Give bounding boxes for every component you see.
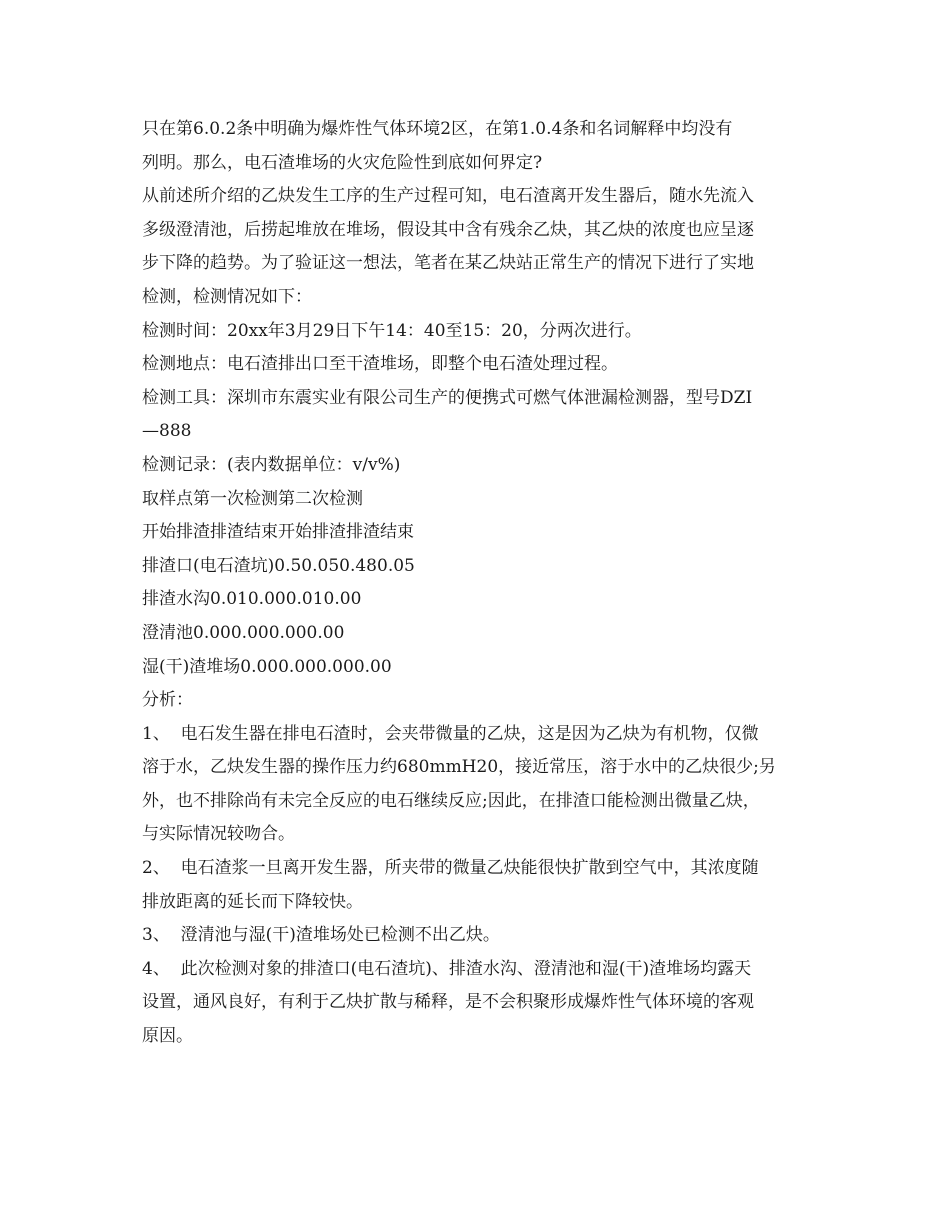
table-row: 澄清池0.000.000.000.00 <box>142 622 345 643</box>
detection-record-heading: 检测记录：(表内数据单位：v/v%) <box>142 454 401 475</box>
document-body <box>142 113 832 1054</box>
analysis-item: 4、 此次检测对象的排渣口(电石渣坑)、排渣水沟、澄清池和湿(干)渣堆场均露天 <box>142 958 752 979</box>
paragraph-line: 从前述所介绍的乙炔发生工序的生产过程可知，电石渣离开发生器后，随水先流入 <box>142 186 754 207</box>
detection-location: 检测地点：电石渣排出口至干渣堆场，即整个电石渣处理过程。 <box>142 354 618 375</box>
table-row: 开始排渣排渣结束开始排渣排渣结束 <box>142 522 414 543</box>
analysis-item: 原因。 <box>142 1026 193 1047</box>
analysis-item: 外，也不排除尚有未完全反应的电石继续反应;因此，在排渣口能检测出微量乙炔， <box>142 790 760 811</box>
detection-tool: 检测工具：深圳市东震实业有限公司生产的便携式可燃气体泄漏检测器，型号DZI <box>142 387 753 408</box>
paragraph-line: 列明。那么，电石渣堆场的火灾危险性到底如何界定? <box>142 152 543 173</box>
table-row: 排渣水沟0.010.000.010.00 <box>142 589 362 610</box>
analysis-item: 1、 电石发生器在排电石渣时，会夹带微量的乙炔，这是因为乙炔为有机物，仅微 <box>142 723 759 744</box>
table-row: 湿(干)渣堆场0.000.000.000.00 <box>142 656 392 677</box>
analysis-item: 排放距离的延长而下降较快。 <box>142 891 363 912</box>
paragraph-line: 多级澄清池，后捞起堆放在堆场，假设其中含有残余乙炔，其乙炔的浓度也应呈逐 <box>142 219 754 240</box>
detection-tool-model: —888 <box>142 421 192 442</box>
paragraph-line: 只在第6.0.2条中明确为爆炸性气体环境2区，在第1.0.4条和名词解释中均没有 <box>142 119 733 139</box>
analysis-item: 溶于水，乙炔发生器的操作压力约680mmH20，接近常压，溶于水中的乙炔很少;另 <box>142 757 776 778</box>
analysis-item: 设置，通风良好，有利于乙炔扩散与稀释，是不会积聚形成爆炸性气体环境的客观 <box>142 992 754 1013</box>
analysis-item: 2、 电石渣浆一旦离开发生器，所夹带的微量乙炔能很快扩散到空气中，其浓度随 <box>142 858 759 879</box>
table-row: 排渣口(电石渣坑)0.50.050.480.05 <box>142 555 415 576</box>
paragraph-line: 检测，检测情况如下： <box>142 286 312 307</box>
analysis-item: 3、 澄清池与湿(干)渣堆场处已检测不出乙炔。 <box>142 925 500 946</box>
analysis-item: 与实际情况较吻合。 <box>142 824 295 845</box>
paragraph-line: 步下降的趋势。为了验证这一想法，笔者在某乙炔站正常生产的情况下进行了实地 <box>142 253 754 274</box>
analysis-heading: 分析： <box>142 690 193 711</box>
detection-time: 检测时间：20xx年3月29日下午14：40至15：20，分两次进行。 <box>142 320 642 341</box>
table-row: 取样点第一次检测第二次检测 <box>142 488 363 509</box>
